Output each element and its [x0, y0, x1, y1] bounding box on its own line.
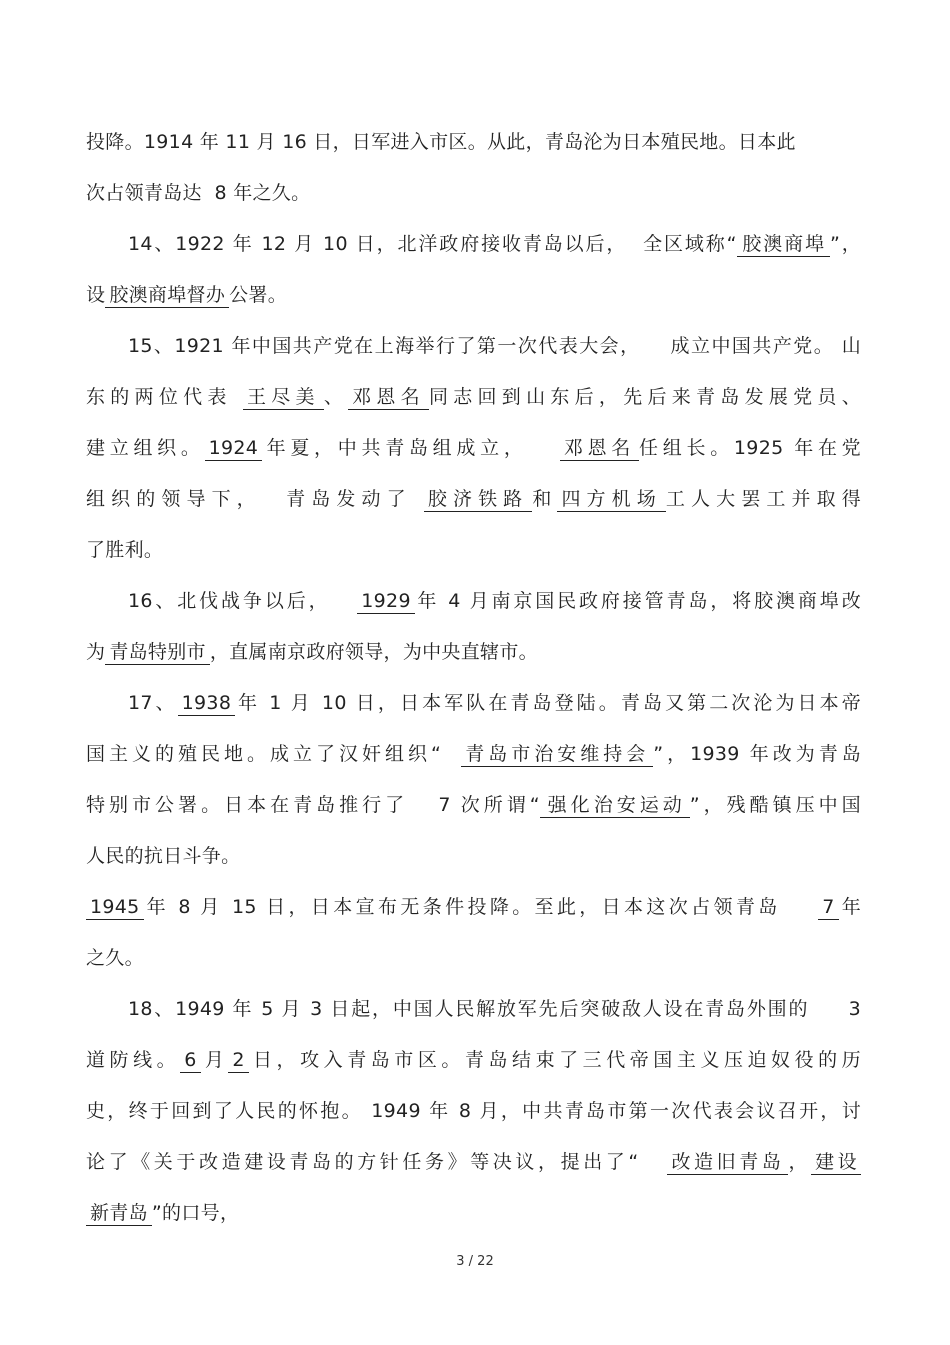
text-segment: 人民的抗日斗争。: [86, 845, 241, 867]
text-segment: 论了《关于改造建设青岛的方针任务》等决议，提出了“: [86, 1151, 668, 1173]
text-segment: 年 8 月 15 日，日本宣布无条件投降。至此，日本这次占领青岛: [143, 896, 819, 918]
answer-blank: 邓恩名: [560, 437, 639, 461]
text-line: [86, 535, 163, 565]
text-line: [86, 739, 861, 769]
text-segment: 公署。: [229, 284, 288, 306]
text-segment: 为: [86, 641, 106, 663]
text-segment: 工人大罢工并取得: [665, 488, 862, 510]
text-segment: 国主义的殖民地。成立了汉奸组织“: [86, 743, 462, 765]
answer-blank: 强化治安运动: [540, 794, 690, 818]
text-line: [86, 1198, 239, 1228]
answer-blank: 邓恩名: [348, 386, 429, 410]
answer-blank: 青岛特别市: [105, 641, 210, 665]
text-line: [86, 1045, 861, 1075]
text-segment: 次占领青岛达 8 年之久。: [86, 182, 311, 204]
answer-blank: 6: [180, 1049, 200, 1073]
text-line: [86, 127, 796, 157]
text-segment: 之久。: [86, 947, 144, 969]
text-segment: 18、1949 年 5 月 3 日起，中国人民解放军先后突破敌人设在青岛外围的 3: [128, 998, 861, 1020]
text-line: [128, 688, 861, 718]
text-segment: 任组长。1925 年在党: [639, 437, 861, 459]
text-line: [86, 1096, 861, 1126]
answer-blank: 胶济铁路: [424, 488, 532, 512]
text-segment: ”，: [829, 233, 861, 255]
answer-blank: 1938: [178, 692, 236, 716]
text-line: [86, 382, 861, 412]
answer-blank: 1924: [205, 437, 263, 461]
text-line: [86, 178, 310, 208]
text-segment: 组织的领导下， 青岛发动了: [86, 488, 424, 510]
answer-blank: 胶澳商埠督办: [105, 284, 229, 308]
text-segment: 投降。1914 年 11 月 16 日，日军进入市区。从此，青岛沦为日本殖民地。日本此: [86, 131, 796, 153]
text-line: [86, 433, 861, 463]
answer-blank: 王尽美: [243, 386, 324, 410]
text-line: [86, 637, 538, 667]
text-segment: 建立组织。: [86, 437, 205, 459]
answer-blank: 胶澳商埠: [737, 233, 830, 257]
text-segment: ，直属南京政府领导，为中央直辖市。: [209, 641, 538, 663]
answer-blank: 7: [818, 896, 838, 920]
text-segment: 设: [86, 284, 106, 306]
answer-blank: 1929: [357, 590, 415, 614]
answer-blank: 2: [228, 1049, 248, 1073]
text-segment: 东的两位代表: [86, 386, 243, 408]
text-segment: ，: [788, 1151, 812, 1173]
text-line: [86, 841, 240, 871]
text-segment: ”的口号，: [151, 1202, 240, 1224]
page-number: 3 / 22: [456, 1254, 494, 1269]
text-segment: ”，1939 年改为青岛: [653, 743, 862, 765]
text-segment: ”，残酷镇压中国: [689, 794, 861, 816]
text-line: [86, 1147, 861, 1177]
text-segment: 14、1922 年 12 月 10 日，北洋政府接收青岛以后， 全区域称“: [128, 233, 737, 255]
text-segment: 和: [532, 488, 558, 510]
answer-blank: 青岛市治安维持会: [461, 743, 653, 767]
text-segment: 月: [200, 1049, 229, 1071]
answer-blank: 改造旧青岛: [667, 1151, 788, 1175]
text-line: [86, 892, 861, 922]
answer-blank: 1945: [86, 896, 144, 920]
text-segment: 年 1 月 10 日，日本军队在青岛登陆。青岛又第二次沦为日本帝: [235, 692, 862, 714]
text-segment: 了胜利。: [86, 539, 164, 561]
text-segment: 同志回到山东后，先后来青岛发展党员、: [428, 386, 862, 408]
text-line: [128, 229, 861, 259]
answer-blank: 四方机场: [557, 488, 665, 512]
text-line: [128, 331, 861, 361]
text-line: [86, 280, 287, 310]
text-segment: 、: [323, 386, 349, 408]
text-segment: 年: [838, 896, 861, 918]
text-segment: 17、: [128, 692, 178, 714]
answer-blank: 建设: [811, 1151, 861, 1175]
answer-blank: 新青岛: [86, 1202, 152, 1226]
text-segment: 年 4 月南京国民政府接管青岛，将胶澳商埠改: [414, 590, 861, 612]
text-segment: 日，攻入青岛市区。青岛结束了三代帝国主义压迫奴役的历: [248, 1049, 861, 1071]
text-segment: 特别市公署。日本在青岛推行了 7 次所谓“: [86, 794, 540, 816]
text-segment: 年夏，中共青岛组成立，: [262, 437, 560, 459]
text-line: [86, 943, 144, 973]
text-line: [128, 586, 861, 616]
text-segment: 15、1921 年中国共产党在上海举行了第一次代表大会， 成立中国共产党。 山: [128, 335, 861, 357]
text-segment: 道防线。: [86, 1049, 181, 1071]
text-line: [86, 484, 861, 514]
text-segment: 16、北伐战争以后，: [128, 590, 358, 612]
text-line: [128, 994, 861, 1024]
text-segment: 史，终于回到了人民的怀抱。 1949 年 8 月，中共青岛市第一次代表会议召开，讨: [86, 1100, 861, 1122]
text-line: [86, 790, 861, 820]
